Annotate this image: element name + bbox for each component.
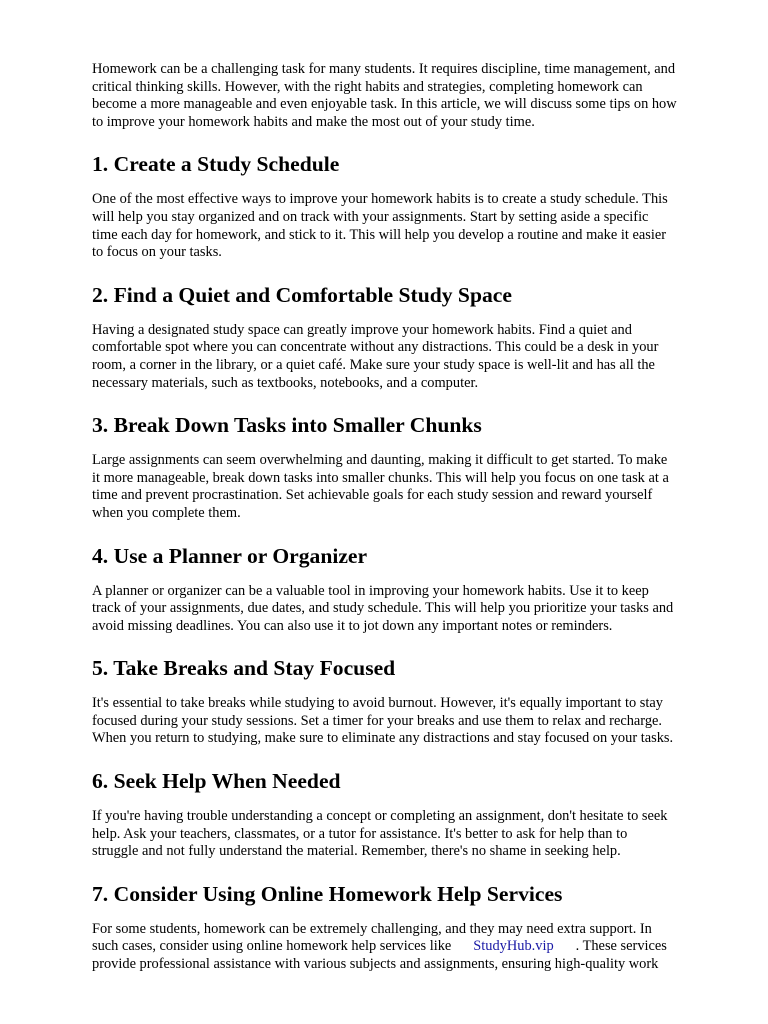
intro-line: critical thinking skills. However, with the right habits and strategies, completing homework can (92, 78, 643, 95)
section-heading: 3. Break Down Tasks into Smaller Chunks (92, 413, 482, 438)
document-page (92, 61, 722, 974)
paragraph-line: room, a corner in the library, or a quiet café. Make sure your study space is well-lit and has all the (92, 356, 655, 373)
section-heading: 4. Use a Planner or Organizer (92, 543, 368, 568)
paragraph-line: avoid missing deadlines. You can also use it to jot down any important notes or reminders. (92, 617, 613, 634)
paragraph-line: comfortable spot where you can concentrate without any distractions. This could be a desk in your (92, 339, 659, 356)
paragraph-line: provide professional assistance with various subjects and assignments, ensuring high-quality work (92, 956, 659, 973)
paragraph-line: For some students, homework can be extremely challenging, and they may need extra support. In (92, 920, 652, 937)
intro-line: to improve your homework habits and make the most out of your study time. (92, 113, 535, 130)
paragraph-line: when you complete them. (92, 504, 241, 521)
paragraph-line: help. Ask your teachers, classmates, or a tutor for assistance. It's better to ask for help than to (92, 825, 628, 842)
section-paragraph (92, 452, 722, 522)
paragraph-line: A planner or organizer can be a valuable tool in improving your homework habits. Use it to keep (92, 582, 649, 599)
intro-paragraph (92, 61, 722, 131)
section-heading: 1. Create a Study Schedule (92, 152, 340, 177)
section-heading: 6. Seek Help When Needed (92, 769, 341, 794)
paragraph-line: When you return to studying, make sure to eliminate any distractions and stay focused on your tasks. (92, 730, 674, 747)
paragraph-line: to focus on your tasks. (92, 244, 222, 261)
paragraph-line: time each day for homework, and stick to it. This will help you develop a routine and make it easier (92, 226, 667, 243)
section-paragraph (92, 921, 722, 974)
paragraph-line-with-link (92, 938, 722, 956)
section-paragraph (92, 191, 722, 261)
paragraph-line: struggle and not fully understand the material. Remember, there's no shame in seeking help. (92, 843, 621, 860)
section-heading: 2. Find a Quiet and Comfortable Study Space (92, 282, 512, 307)
intro-line: become a more manageable and even enjoyable task. In this article, we will discuss some tips on how (92, 96, 677, 113)
paragraph-line: focused during your study sessions. Set a timer for your breaks and use them to relax and recharge. (92, 712, 663, 729)
paragraph-line: Large assignments can seem overwhelming and daunting, making it difficult to get started. To make (92, 452, 668, 469)
section-paragraph (92, 808, 722, 861)
paragraph-line: time and prevent procrastination. Set achievable goals for each study session and reward yourself (92, 487, 653, 504)
paragraph-line: it more manageable, break down tasks into smaller chunks. This will help you focus on one task at a (92, 469, 669, 486)
link-preceding-text: such cases, consider using online homework help services like (92, 938, 452, 955)
paragraph-line: It's essential to take breaks while studying to avoid burnout. However, it's equally important to stay (92, 695, 663, 712)
section-heading: 5. Take Breaks and Stay Focused (92, 656, 396, 681)
section-paragraph (92, 583, 722, 636)
paragraph-line: will help you stay organized and on track with your assignments. Start by setting aside a specific (92, 208, 649, 225)
paragraph-line: Having a designated study space can greatly improve your homework habits. Find a quiet and (92, 321, 632, 338)
paragraph-line: One of the most effective ways to improve your homework habits is to create a study schedule. This (92, 191, 668, 208)
section-paragraph (92, 322, 722, 392)
link-following-text: . These services (575, 938, 667, 955)
section-heading: 7. Consider Using Online Homework Help Services (92, 881, 563, 906)
intro-line: Homework can be a challenging task for many students. It requires discipline, time management, and (92, 61, 676, 77)
paragraph-line: If you're having trouble understanding a concept or completing an assignment, don't hesitate to seek (92, 808, 668, 825)
paragraph-line: track of your assignments, due dates, and study schedule. This will help you prioritize your tasks and (92, 600, 674, 617)
studyhub-link[interactable]: StudyHub.vip (473, 938, 554, 955)
section-paragraph (92, 695, 722, 748)
paragraph-line: necessary materials, such as textbooks, notebooks, and a computer. (92, 374, 479, 391)
